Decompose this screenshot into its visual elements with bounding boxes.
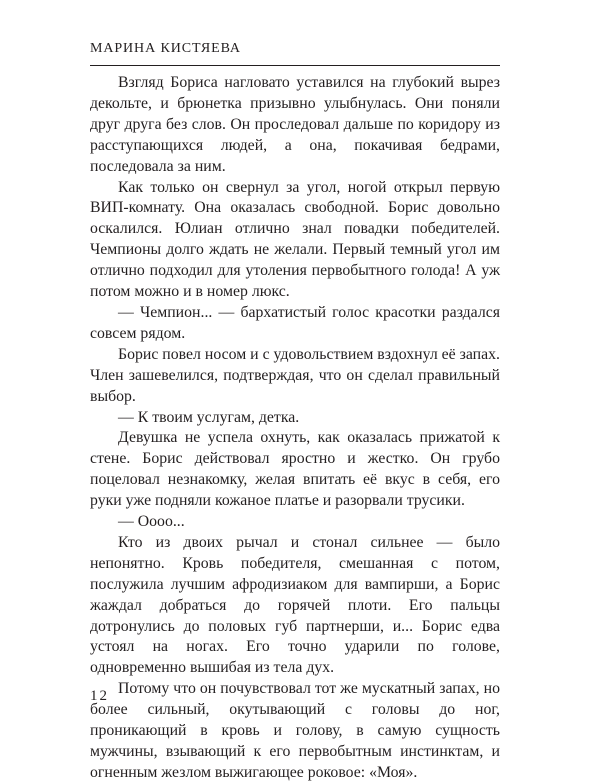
- body-text: [90, 73, 500, 784]
- paragraph: Кто из двоих рычал и стонал сильнее — было непонятно. Кровь победителя, смешанная с потом, послужила лучшим афродизиаком для вампирши, а Борис жаждал добраться до горячей плоти. Его пальцы дотронулись до половых губ партнерши, и... Борис едва устоял на ногах. Его точно ударили по голове, одновременно вышибая из тела дух.: [90, 533, 500, 677]
- header-rule: [90, 65, 500, 66]
- running-title: МАРИНА КИСТЯЕВА: [90, 41, 241, 56]
- paragraph: Взгляд Бориса нагловато уставился на глубокий вырез декольте, и брюнетка призывно улыбнулась. Они поняли друг друга без слов. Он проследовал дальше по коридору из расступающихся людей, а она, покачивая бедрами, последовала за ним.: [90, 74, 500, 175]
- paragraph: — К твоим услугам, детка.: [118, 408, 300, 426]
- paragraph: — Оооо...: [118, 513, 185, 531]
- page-number: 12: [90, 688, 109, 704]
- paragraph: Борис повел носом и с удовольствием вздохнул её запах. Член зашевелился, подтверждая, что он сделал правильный выбор.: [90, 345, 500, 405]
- paragraph: Потому что он почувствовал тот же мускатный запах, но более сильный, окутывающий с головы до ног, проникающий в кровь и голову, в самую сущность мужчины, взывающий к его первобытным инстинктам, и огненным жезлом выжигающее роковое: «Моя».: [90, 680, 500, 781]
- paragraph: — Чемпион... — бархатистый голос красотки раздался совсем рядом.: [90, 303, 500, 342]
- paragraph: Как только он свернул за угол, ногой открыл первую ВИП-комнату. Она оказалась свободной. Борис довольно оскалился. Юлиан отлично знал повадки победителей. Чемпионы долго ждать не желали. Первый темный угол им отлично подходил для утоления первобытного голода! А уж потом можно и в номер люкс.: [90, 178, 500, 301]
- paragraph: Девушка не успела охнуть, как оказалась прижатой к стене. Борис действовал яростно и жестко. Он грубо поцеловал незнакомку, желая впитать её вкус в себя, его руки уже подняли кожаное платье и разорвали трусики.: [90, 429, 500, 510]
